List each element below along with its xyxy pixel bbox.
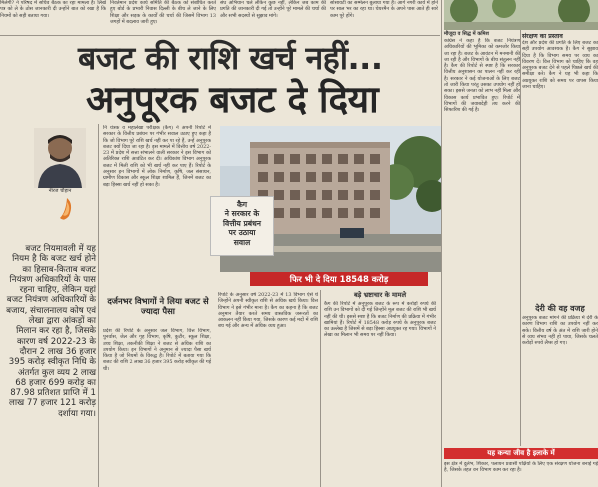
portrait-caption: नीरज चौहान — [48, 188, 72, 194]
story-column-e: कांग्रेस ने कहा है कि बजट नियंत्रण अधिकारियों की भूमिका को कमजोर किया जा रहा है। बजट के आवंटन में मनमानी की जा रही है और विभागों के बीच संतुलन नहीं है। कैग की रिपोर्ट से स्पष्ट है कि सरकार वित्तीय अनुशासन का पालन नहीं कर रही है। सरकार ने कई योजनाओं के लिए बजट तो जारी किया परंतु उसका उपयोग नहीं हो सका। इससे जनता को लाभ नहीं मिला और विकास कार्य प्रभावित हुए। रिपोर्ट में विभागों की जवाबदेही तय करने की सिफारिश की गई है। — [444, 38, 520, 114]
headline-line-1: बजट की राशि खर्च नहीं... — [78, 39, 383, 77]
story-column-a: नि यंत्रक व महालेखा परीक्षक (कैग) ने अपनी रिपोर्ट में सरकार के वित्तीय प्रबंधन पर गंभीर सवाल उठाए हुए कहा है कि जो विभाग पूरे राशि खर्च नहीं कर पा रहे हैं, उन्हें अनुपूरक बजट क्यों दिया जा रहा है। इस मामले में वित्तीय वर्ष 2022-23 में प्रदेश में सत्ता संभालने वाली सरकार ने इस विभाग को अतिरिक्त राशि आवंटित कर दी। अधिकांश विभाग अनुपूरक बजट में मिली राशि को भी खर्च नहीं कर पाए हैं। रिपोर्ट के अनुसार इन विभागों में लोक निर्माण, कृषि, जल संसाधन, ग्रामीण विकास और स्कूल शिक्षा शामिल हैं, जिनमें बजट का बड़ा हिस्सा खर्च नहीं हो सका है। — [103, 125, 211, 188]
story-column-f: देश और प्रदेश की प्रगति के लिए बजट का सही उपयोग आवश्यक है। कैग ने सुझाव दिया है कि विभाग समय पर व्यय का विवरण दें। वित्त विभाग को चाहिए कि वह अनुपूरक बजट देने से पहले पिछले खर्च की समीक्षा करे। कैग ने यह भी कहा कि अप्रयुक्त राशि को समय पर वापस किया जाना चाहिए। — [522, 40, 598, 91]
left-column-rule — [98, 124, 99, 487]
right-heading-proposal: संरक्षण का प्रस्ताव — [522, 33, 563, 40]
bottom-banner: यह कन्या जीव है इलाके में — [444, 448, 598, 459]
top-col-4: सोसायटी का सम्मेलन बुलाया गया है। आगे नगरी कार्य में होने पर साल भर का रहा था। चेयरमैन के अपने पास आते ही सारे काम पूरे होंगे। — [330, 0, 438, 19]
emblem-icon — [54, 196, 80, 222]
nature-photo — [444, 0, 598, 30]
story-column-g: अनुपूरक बजट मांगने की प्रक्रिया में देरी के कारण विभाग राशि का उपयोग नहीं कर सके। वित्तीय वर्ष के अंत में राशि जारी होने से व्यय संभव नहीं हो पाया, जिसके चलते करोड़ों रुपये लैप्स हो गए। — [522, 315, 598, 347]
callout-line-5: सवाल — [233, 237, 251, 247]
callout-box — [210, 196, 274, 256]
top-rule — [0, 35, 440, 36]
subheading-departments: दर्जनभर विभागों ने लिया बजट से ज्यादा पैसा — [107, 296, 209, 316]
mid-column-rule — [320, 290, 321, 487]
subheading-corruption: बड़े भ्रष्टाचार के मामले — [353, 291, 407, 299]
story-column-h: इस क्षेत्र में दुर्लभ, शिकार, पलायन प्रवासी पक्षियों के लिए एक संरक्षण योजना बनाई गई है, जिसके तहत वन विभाग काम कर रहा है। — [444, 461, 598, 474]
callout-line-4: पर उठाया — [228, 228, 256, 238]
story-column-c: रिपोर्ट के अनुसार वर्ष 2022-23 में 13 विभाग ऐसे थे जिन्होंने अपनी स्वीकृत राशि से अधिक खर्च किया। वित्त विभाग ने इसे गंभीर माना है। कैग का कहना है कि बजट अनुमान तैयार करते समय वास्तविक जरूरतों का आकलन नहीं किया गया, जिसके कारण कई मदों में राशि बच गई और अन्य में अधिक व्यय हुआ। — [218, 292, 318, 330]
top-col-2: निवर्तमान प्रदेश कार्य समिति की बैठक को संबोधित करते हुए बोर्ड के प्रभारी निवास दिल्ली के बीच ले जाने के लिए शिक्षा और सड़क के कार्यों की चर्चा की जिसमें विभाग 13 जगहों में बदलाव जारी हुए। — [110, 0, 216, 25]
story-column-d: कैग की रिपोर्ट में अनुपूरक बजट के रूप में करोड़ों रुपये की राशि उन विभागों को दी गई जिन्होंने मूल बजट की राशि भी खर्च नहीं की थी। इससे स्पष्ट है कि बजट निर्माण की प्रक्रिया में गंभीर खामियां हैं। रिपोर्ट में 18548 करोड़ रुपये के अनुपूरक बजट का उल्लेख है जिसमें से बड़ा हिस्सा अप्रयुक्त रह गया। विभागों ने लेखा का मिलान भी समय पर नहीं किया। — [324, 301, 436, 339]
top-strip — [0, 0, 440, 34]
top-col-1: मिलेगी? ने परिषद में सचिव बैठक का रहा मामला है। लिखे पत्र को ले के ठोस जानकारी दी उन्होंने बात को रखा है कि नियमों को सही बताया गया। — [0, 0, 106, 19]
callout-line-3: वित्तीय प्रबंधन — [223, 218, 261, 228]
callout-line-2: ने सरकार के — [224, 209, 260, 219]
headline-line-2: अनुपूरक बजट दे दिया — [86, 78, 379, 121]
right-section-rule — [441, 0, 442, 487]
right-photo-caption: मौजूदा व सिद्ध में कमिश — [444, 31, 489, 37]
top-col-3: संघ अभियान चले लेकिन कुछ नहीं, लेकिन जब काम की प्रगति की जानकारी दी गई तो उन्होंने पूरे मामले की चर्चा की और सभी सदस्यों से सुझाव मांगे। — [220, 0, 326, 19]
highlight-bar: फिर भी दे दिया 18548 करोड़ — [250, 272, 428, 286]
reporter-portrait — [34, 128, 86, 188]
right-heading-delay: देरी की वह वजह — [535, 304, 585, 313]
callout-line-1: कैग — [236, 200, 248, 209]
right-inner-rule — [520, 30, 521, 446]
quote-column: बजट नियमावली में यह नियम है कि बजट खर्च होने का हिसाब-किताब बजट नियंत्रण अधिकारियों के पास रहना चाहिए, लेकिन यहां बजट नियंत्रण अधिकारियों के बजाय, संचालनालय कोष एवं लेखा द्वारा आंकड़ों का मिलान कर रहा है, जिसके कारण वर्ष 2022-23 के दौरान 2 लाख 36 हजार 395 करोड़ स्वीकृत निधि के अंतर्गत कुल व्यय 2 लाख 68 हजार 699 करोड़ का 87.98 प्रतिशत प्राप्ति में 1 लाख 77 हजार 121 करोड़ दर्शाया गया। — [6, 244, 96, 419]
story-column-b: प्रदेश की रिपोर्ट के अनुसार जल विभाग, वित्त विभाग, पुनर्वास, जेल और गृह विभाग, कृषि, कुटीर, स्कूल शिक्षा, उच्च शिक्षा, तकनीकी शिक्षा ने बजट से अधिक राशि का उपयोग किया। इन विभागों ने अनुमान से ज्यादा पैसा खर्च किया है जो नियमों के विरुद्ध है। रिपोर्ट में बताया गया कि बजट की राशि 2 लाख 36 हजार 395 करोड़ स्वीकृत की गई थी। — [103, 328, 211, 372]
